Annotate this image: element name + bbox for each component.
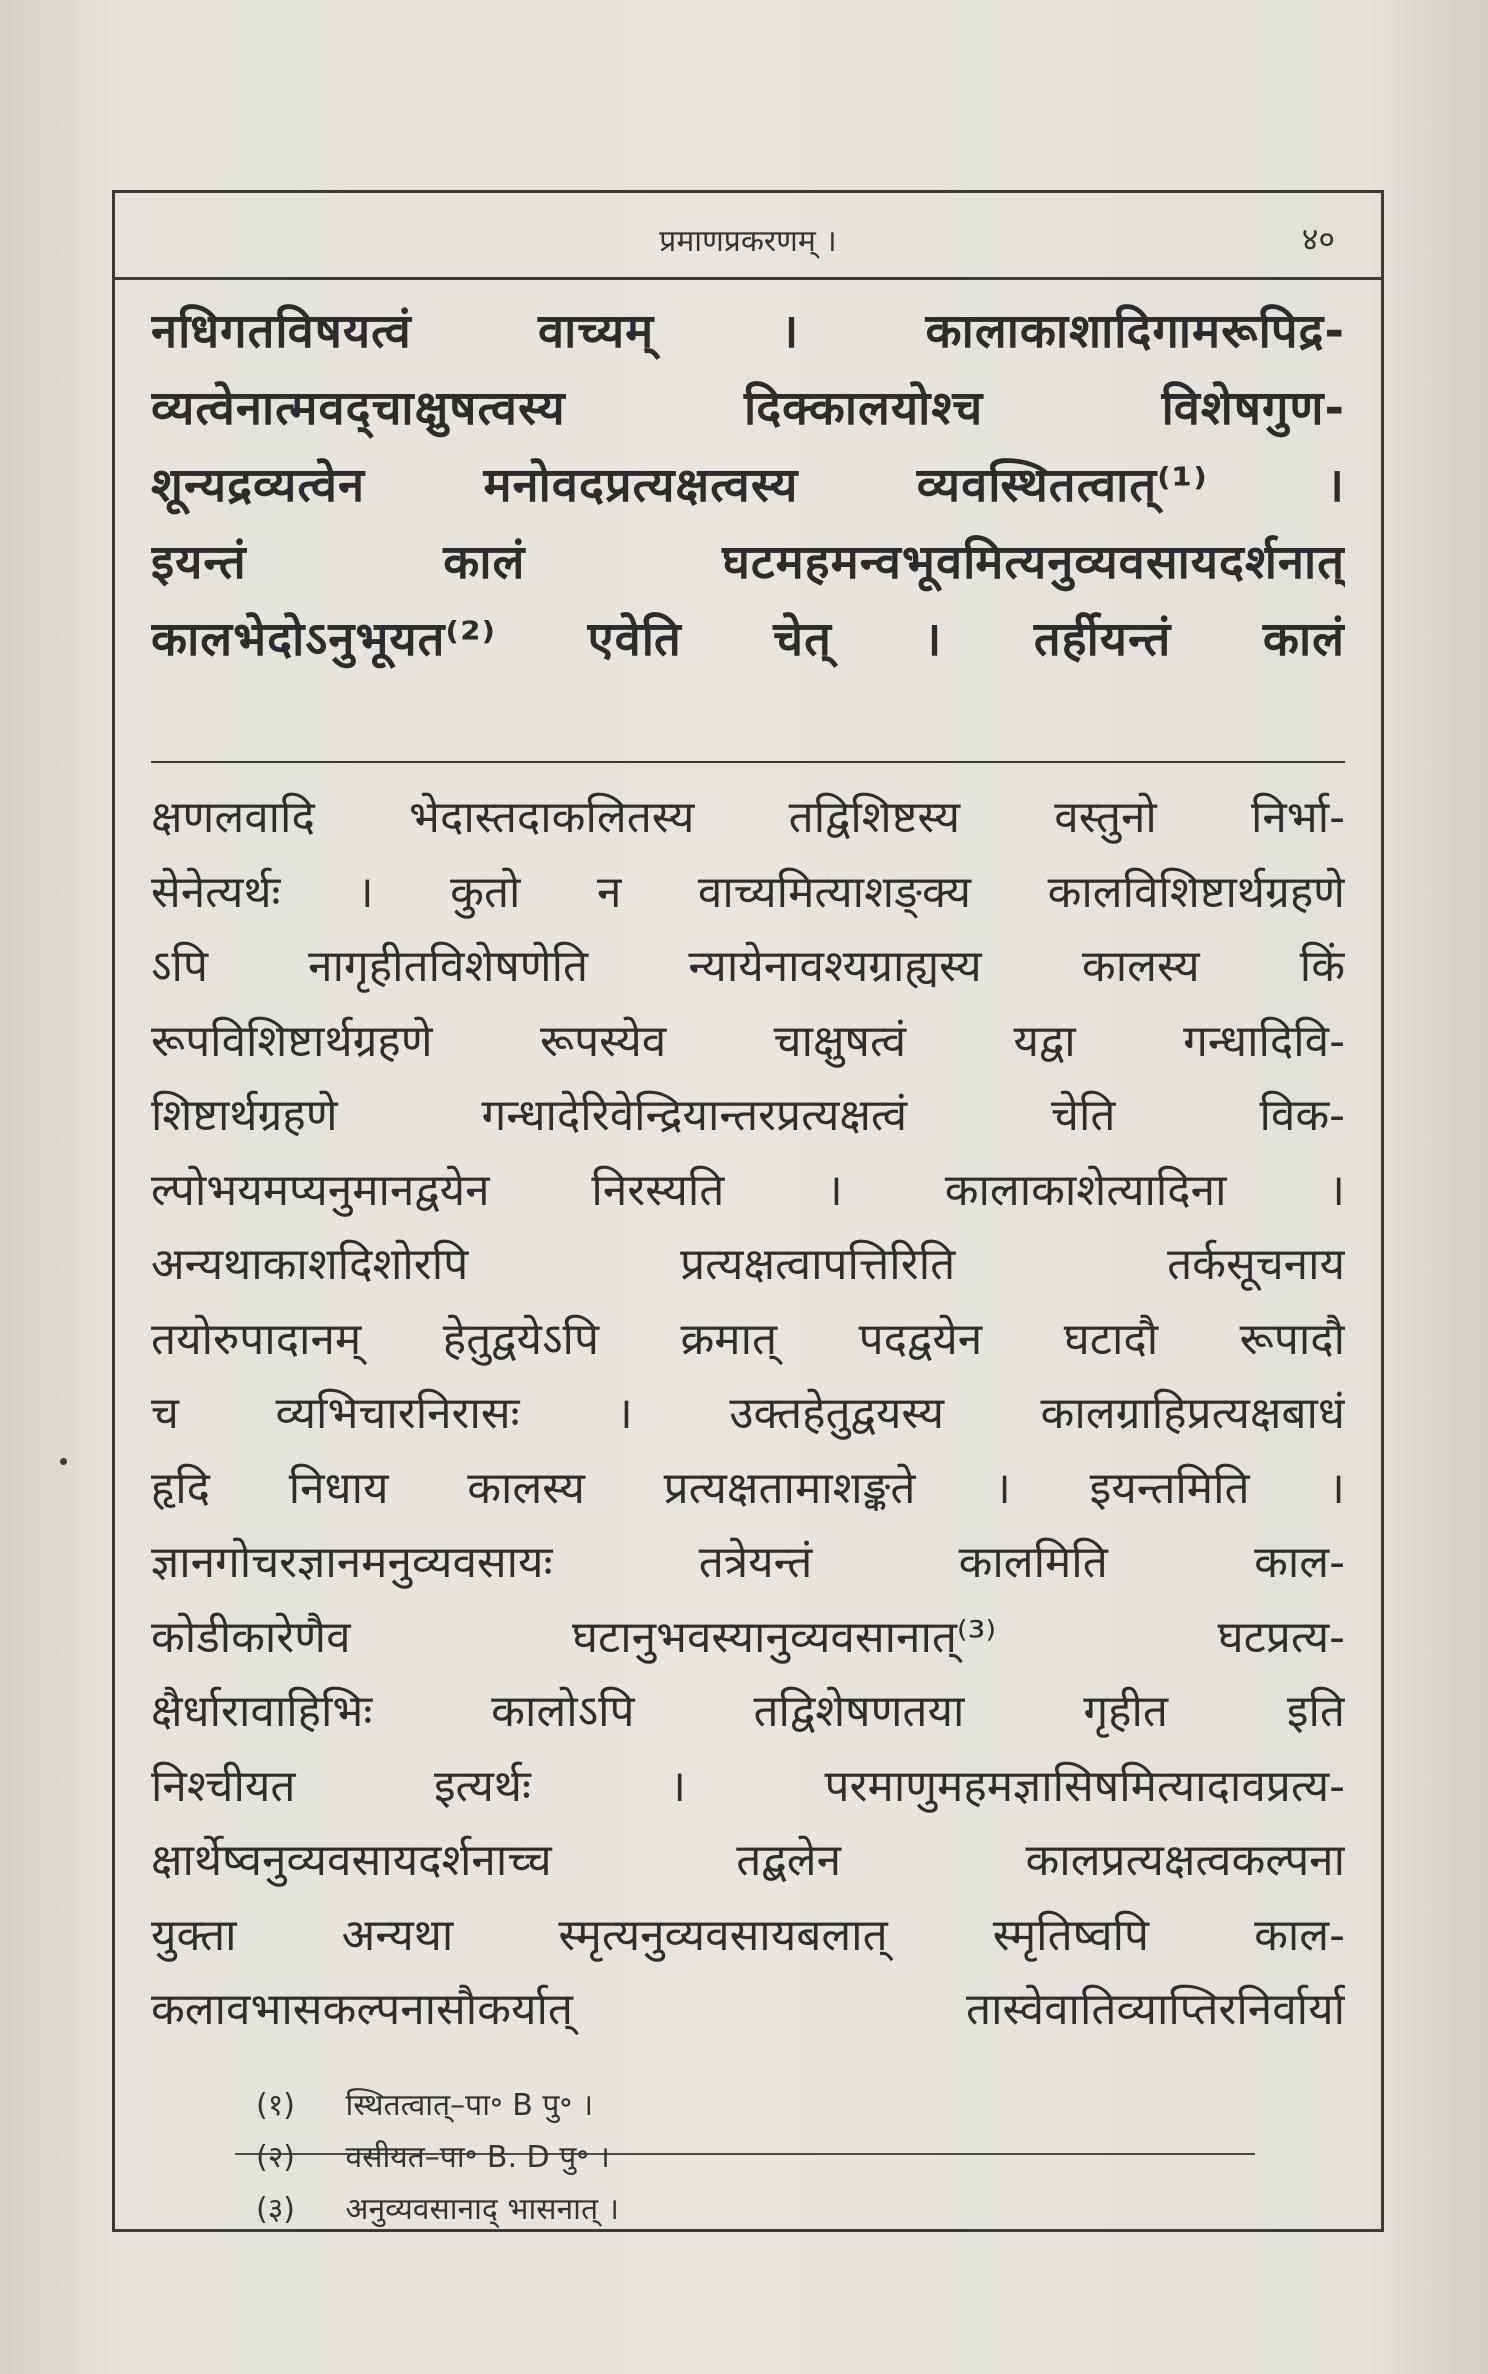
verse-text <box>151 293 1345 678</box>
section-divider <box>151 761 1345 763</box>
commentary-line: युक्ता अन्यथा स्मृत्यनुव्यवसायबलात् स्मृतिष्वपि काल- <box>151 1909 1345 1961</box>
running-title: प्रमाणप्रकरणम् । <box>659 224 837 259</box>
footnote-text: स्थितत्वात्–पा॰ B पु॰ । <box>345 2088 594 2123</box>
footnotes <box>256 2080 619 2236</box>
commentary-line: च व्यभिचारनिरासः । उक्तहेतुद्वयस्य कालग्राहिप्रत्यक्षबाधं <box>151 1388 1345 1439</box>
footnote-mark: (२) <box>256 2140 296 2175</box>
commentary-line: कोडीकारेणैव घटानुभवस्यानुव्यवसानात्⁽³⁾ घटप्रत्य- <box>151 1611 1345 1663</box>
commentary-line: अन्यथाकाशदिशोरपि प्रत्यक्षत्वापत्तिरिति तर्कसूचनाय <box>151 1239 1345 1290</box>
verse-line: इयन्तं कालं घटमहमन्वभूवमित्यनुव्यवसायदर्शनात् <box>151 535 1345 590</box>
commentary-line: क्षैर्धारावाहिभिः कालोऽपि तद्विशेषणतया गृहीत इति <box>151 1686 1345 1737</box>
footnote-text: वसीयत–पा॰ B. D पु॰ । <box>345 2140 610 2175</box>
commentary-line: निश्चीयत इत्यर्थः । परमाणुमहमज्ञासिषमित्यादावप्रत्य- <box>151 1760 1345 1812</box>
verse-line: शून्यद्रव्यत्वेन मनोवदप्रत्यक्षत्वस्य व्यवस्थितत्वात्⁽¹⁾ । <box>151 458 1345 513</box>
page-number: ४० <box>1301 220 1335 258</box>
footnote-mark: (१) <box>256 2088 296 2123</box>
commentary-line: क्षार्थेष्वनुव्यवसायदर्शनाच्च तद्बलेन कालप्रत्यक्षत्वकल्पना <box>151 1835 1345 1886</box>
commentary-line: शिष्टार्थग्रहणे गन्धादेरिवेन्द्रियान्तरप्रत्यक्षत्वं चेति विक- <box>151 1090 1345 1141</box>
commentary-line: हृदि निधाय कालस्य प्रत्यक्षतामाशङ्कते । इयन्तमिति । <box>151 1462 1345 1514</box>
footnote-mark: (३) <box>256 2192 296 2227</box>
footnote <box>256 2080 619 2132</box>
footnote <box>256 2132 619 2184</box>
commentary-line: ल्पोभयमप्यनुमानद्वयेन निरस्यति । कालाकाशेत्यादिना । <box>151 1164 1345 1216</box>
verse-line: व्यत्वेनात्मवद्चाक्षुषत्वस्य दिक्कालयोश्च विशेषगुण- <box>151 381 1345 436</box>
commentary-line: ज्ञानगोचरज्ञानमनुव्यवसायः तत्रेयन्तं कालमिति काल- <box>151 1537 1345 1588</box>
ink-speck <box>60 1458 67 1465</box>
commentary-line: सेनेत्यर्थः । कुतो न वाच्यमित्याशङ्क्य कालविशिष्टार्थग्रहणे <box>151 866 1345 918</box>
page-frame <box>112 190 1384 2232</box>
commentary-line: रूपविशिष्टार्थग्रहणे रूपस्येव चाक्षुषत्वं यद्वा गन्धादिवि- <box>151 1015 1345 1067</box>
commentary-line: क्षणलवादि भेदास्तदाकलितस्य तद्विशिष्टस्य वस्तुनो निर्भा- <box>151 792 1345 843</box>
commentary-line: ऽपि नागृहीतविशेषणेति न्यायेनावश्यग्राह्यस्य कालस्य किं <box>151 941 1345 992</box>
verse-line: नधिगतविषयत्वं वाच्यम् । कालाकाशादिगामरूपिद्र- <box>151 304 1345 359</box>
commentary-text <box>151 781 1345 2048</box>
footnote-text: अनुव्यवसानाद् भासनात् । <box>345 2192 619 2227</box>
commentary-line: तयोरुपादानम् हेतुद्वयेऽपि क्रमात् पदद्वयेन घटादौ रूपादौ <box>151 1313 1345 1365</box>
commentary-line: कलावभासकल्पनासौकर्यात् तास्वेवातिव्याप्तिरनिर्वार्या <box>151 1984 1345 2035</box>
footnote <box>256 2184 619 2236</box>
page-header <box>115 193 1381 280</box>
verse-line: कालभेदोऽनुभूयत⁽²⁾ एवेति चेत् । तर्हीयन्तं कालं <box>151 612 1345 667</box>
